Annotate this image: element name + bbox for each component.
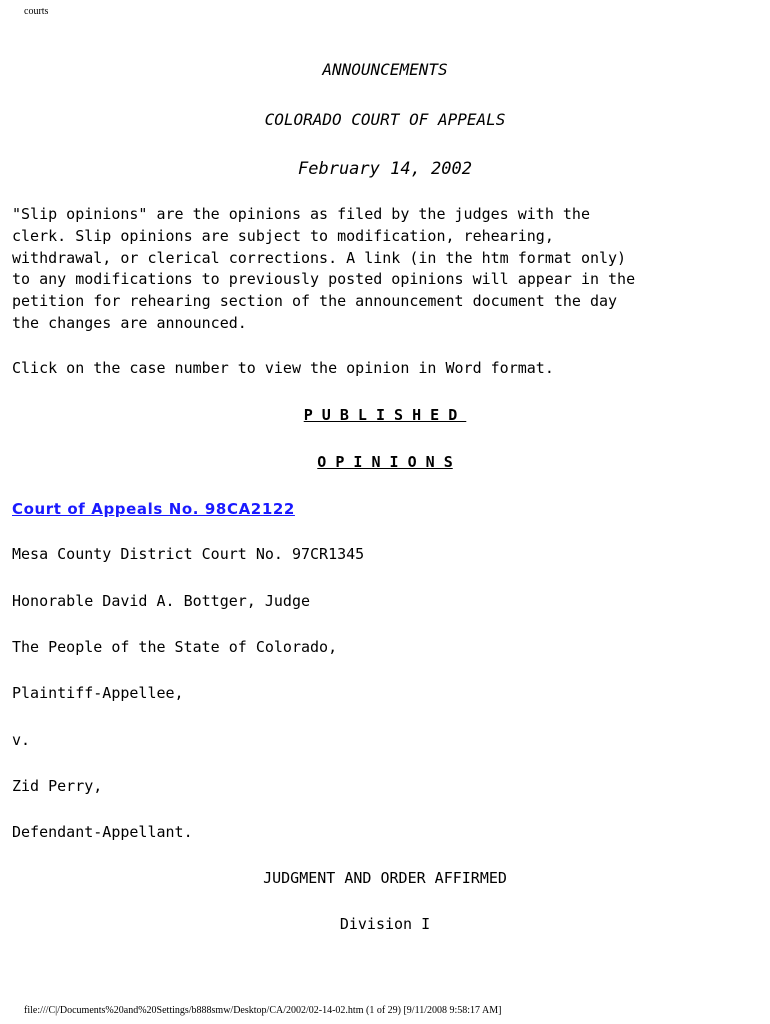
defendant-name: Zid Perry, bbox=[12, 777, 103, 795]
page-title: ANNOUNCEMENTS bbox=[322, 60, 448, 79]
defendant-role: Defendant-Appellant. bbox=[12, 823, 193, 841]
division: Division I bbox=[339, 915, 431, 933]
versus: v. bbox=[12, 731, 31, 749]
case-number-link[interactable]: Court of Appeals No. 98CA2122 bbox=[12, 500, 295, 518]
heading-published: P U B L I S H E D bbox=[303, 406, 467, 424]
plaintiff-name: The People of the State of Colorado, bbox=[12, 638, 338, 656]
footer-file-path: file:///C|/Documents%20and%20Settings/b888smw/Desktop/CA/2002/02-14-02.htm (1 of 29) [9/11/2008 9:58:17 AM] bbox=[24, 1005, 502, 1016]
judge-name: Honorable David A. Bottger, Judge bbox=[12, 592, 311, 610]
heading-opinions: O P I N I O N S bbox=[317, 453, 453, 471]
running-header: courts bbox=[24, 6, 49, 17]
announcement-date: February 14, 2002 bbox=[298, 159, 472, 179]
district-court-number: Mesa County District Court No. 97CR1345 bbox=[12, 545, 365, 563]
disposition: JUDGMENT AND ORDER AFFIRMED bbox=[263, 869, 507, 887]
plaintiff-role: Plaintiff-Appellee, bbox=[12, 684, 184, 702]
intro-paragraph: "Slip opinions" are the opinions as filed by the judges with the clerk. Slip opinions are subject to modification, rehearing, withdrawal, or clerical corrections. A link (in the htm format only) to any modifications to previously posted opinions will appear in the petition for rehearing section of the announcement document the day the changes are announced. bbox=[12, 205, 636, 332]
instruction-text: Click on the case number to view the opinion in Word format. bbox=[12, 359, 554, 377]
court-name: COLORADO COURT OF APPEALS bbox=[264, 110, 506, 129]
